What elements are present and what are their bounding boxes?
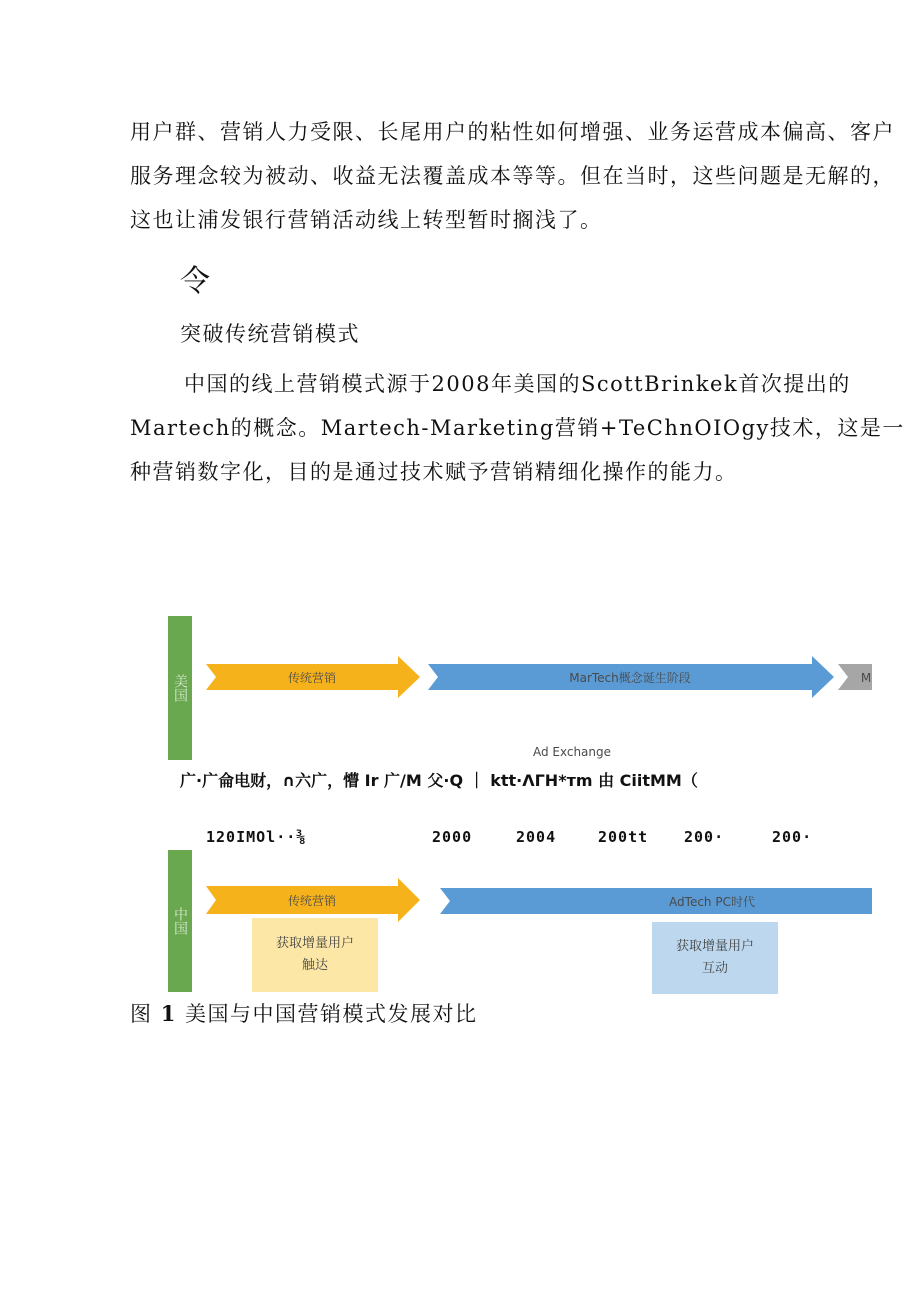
year-label: 120IMOl··⅜ (206, 828, 307, 846)
caption-text: 美国与中国营销模式发展对比 (185, 1002, 478, 1026)
us-martech-arrow-label: MarTech概念诞生阶段 (569, 671, 691, 685)
year-label: 2000 (432, 828, 473, 846)
us-sub-label: Ad Exchange (532, 745, 612, 759)
paragraph-2: 中国的线上营销模式源于2008年美国的ScottBrinkek首次提出的Martech的概念。Martech-Marketing营销+TeChnOIOgy技术，这是一种营销数字化，目的是通过技术赋予营销精细化操作的能力。 (130, 372, 905, 484)
cn-note-box-interact (652, 922, 778, 994)
cn-note-box-reach-line2: 触达 (301, 958, 328, 973)
year-label: 2004 (516, 828, 557, 846)
cn-country-bar (168, 850, 192, 992)
figure-caption (130, 996, 478, 1032)
figure-arrows-svg (0, 600, 920, 1020)
paragraph-1: 用户群、营销人力受限、长尾用户的粘性如何增强、业务运营成本偏高、客户服务理念较为被动、收益无法覆盖成本等等。但在当时，这些问题是无解的，这也让浦发银行营销活动线上转型暂时搁浅了。 (130, 120, 895, 232)
year-label: 200· (772, 828, 813, 846)
cn-country-label: 中国 (172, 907, 188, 935)
bullet-symbol: 令 (180, 264, 210, 299)
cn-note-box-interact-line2: 互动 (701, 961, 728, 976)
cn-note-box-interact-line1: 获取增量用户 (675, 939, 754, 954)
cn-note-box-reach-line1: 获取增量用户 (275, 936, 354, 951)
garbled-text-line: 广·广侖电财，∩六广，懵 Ir 广/M 父·Q ｜ ktt·ΛΓH*тm 由 CiitMM（ (180, 771, 698, 790)
us-country-label: 美国 (172, 674, 188, 702)
caption-prefix: 图 (130, 1002, 153, 1026)
comparison-figure (0, 600, 920, 1020)
cn-traditional-arrow-label: 传统营销 (287, 894, 337, 908)
us-traditional-arrow-label: 传统营销 (287, 671, 337, 685)
cn-adtech-arrow (440, 888, 872, 914)
year-label: 200tt (598, 828, 649, 846)
caption-number: 1 (160, 1001, 177, 1026)
year-label: 200· (684, 828, 725, 846)
cn-note-box-reach (252, 918, 378, 992)
cn-adtech-arrow-label: AdTech PC时代 (669, 895, 755, 909)
us-next-arrow-label: M (860, 671, 872, 685)
section-heading: 突破传统营销模式 (180, 322, 360, 346)
